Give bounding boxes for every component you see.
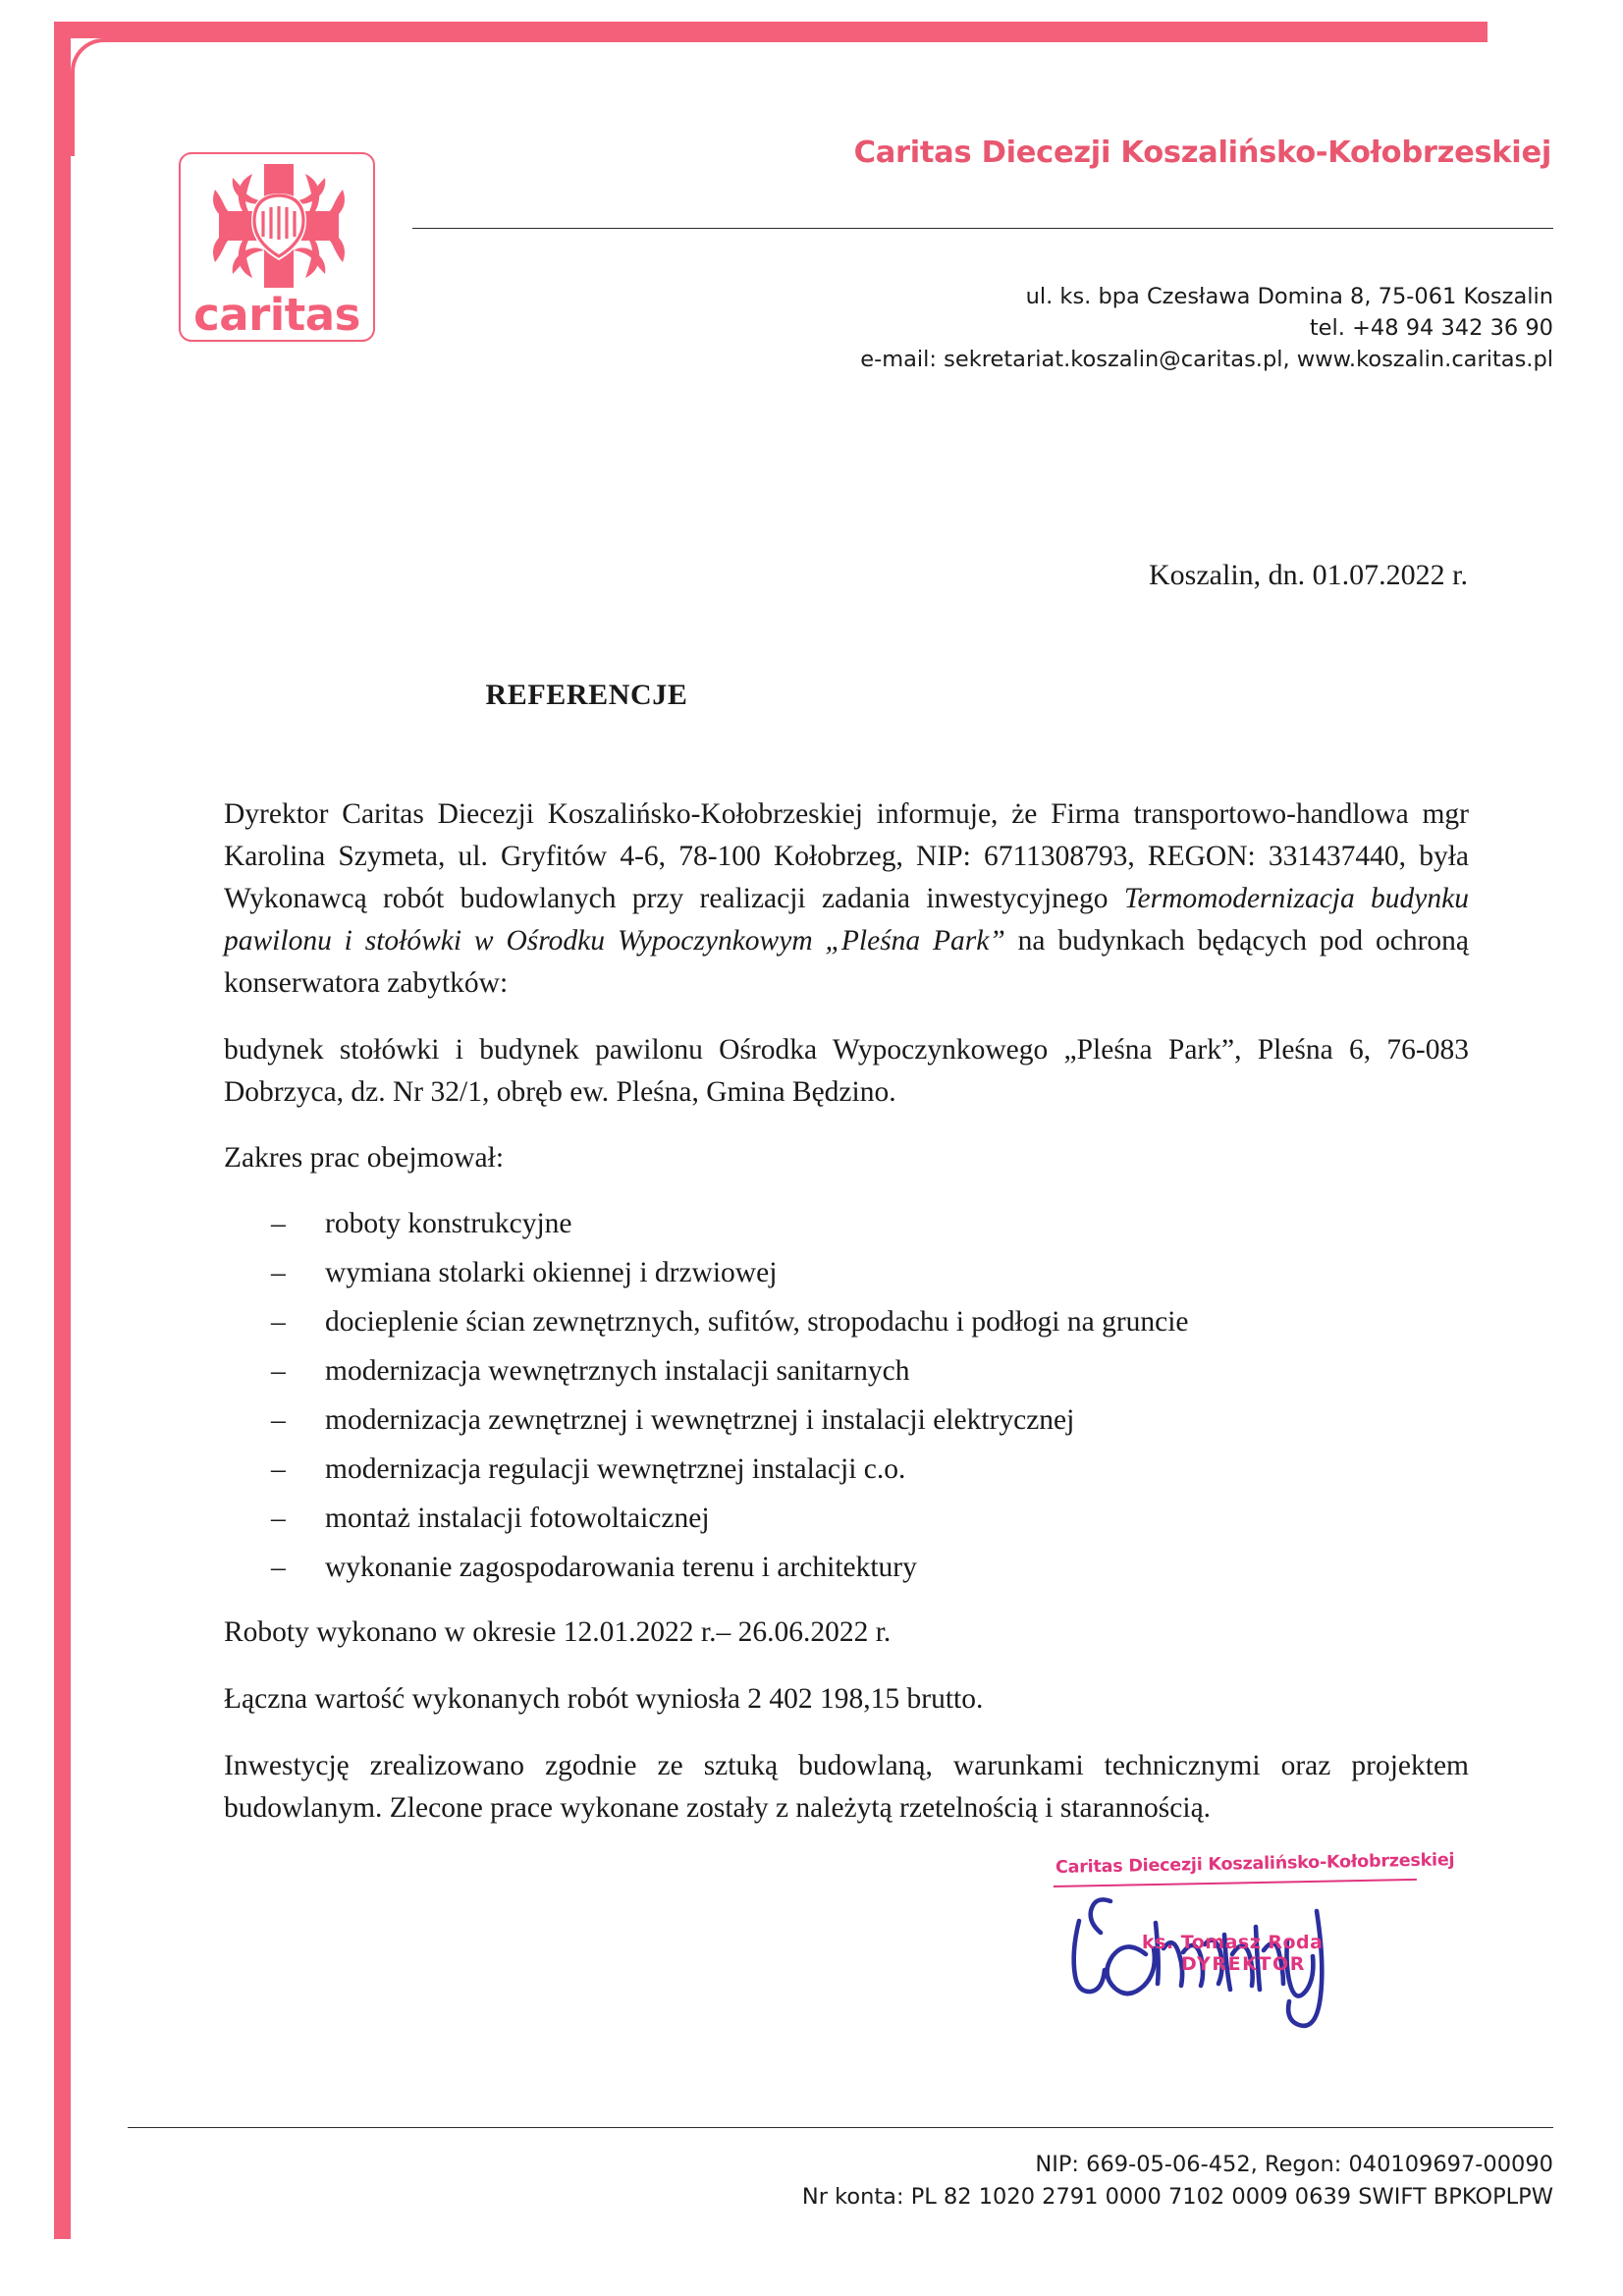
project-name-italic: Termomodernizacja budynku pawilonu i stołówki w Ośrodku Wypoczynkowym „Pleśna Park” [224, 882, 1469, 957]
stamp-director-role: DYREKTOR [1181, 1953, 1307, 1975]
list-dash: – [271, 1551, 286, 1583]
page-frame-left-bar [54, 22, 71, 2239]
contact-email-web: e-mail: sekretariat.koszalin@caritas.pl, www.koszalin.caritas.pl [860, 346, 1553, 372]
list-item-label: wykonanie zagospodarowania terenu i architektury [325, 1551, 917, 1583]
list-item [271, 1499, 1469, 1540]
intro-text-after: na budynkach będących pod ochroną konserwatora zabytków: [224, 924, 1469, 999]
list-dash: – [271, 1452, 286, 1485]
document-date: Koszalin, dn. 01.07.2022 r. [1149, 559, 1468, 591]
list-item-label: roboty konstrukcyjne [325, 1208, 572, 1240]
caritas-logo [179, 152, 375, 342]
list-dash: – [271, 1403, 286, 1436]
contact-phone: tel. +48 94 342 36 90 [1309, 314, 1553, 341]
list-item [271, 1204, 1469, 1245]
document-heading: REFERENCJE [485, 679, 688, 711]
scope-of-works-list [224, 1204, 1469, 1588]
footer-nip-regon: NIP: 669-05-06-452, Regon: 040109697-00090 [1035, 2152, 1553, 2177]
footer-block [550, 2149, 1553, 2213]
stamp-underline [1054, 1879, 1417, 1887]
list-dash: – [271, 1208, 286, 1240]
stamp-director-name: ks. Tomasz Roda [1142, 1932, 1324, 1953]
caritas-wordmark: caritas [193, 289, 360, 341]
list-dash: – [271, 1355, 286, 1387]
list-item [271, 1302, 1469, 1343]
intro-text-before: Dyrektor Caritas Diecezji Koszalińsko-Kołobrzeskiej informuje, że Firma transportowo-handlowa mgr Karolina Szymeta, ul. Gryfitów 4-6, 78-100 Kołobrzeg, NIP: 6711308793, REGON: 331437440, była Wykonawcą robót budowlanych przy realizacji zadania inwestycyjnego [224, 798, 1469, 914]
list-dash: – [271, 1306, 286, 1339]
list-item-label: montaż instalacji fotowoltaicznej [325, 1502, 710, 1534]
list-item-label: wymiana stolarki okiennej i drzwiowej [325, 1257, 778, 1289]
paragraph-scope-intro: Zakres prac obejmował: [224, 1142, 505, 1175]
list-item-label: modernizacja regulacji wewnętrznej instalacji c.o. [325, 1452, 906, 1485]
list-item [271, 1400, 1469, 1442]
list-item-label: modernizacja wewnętrznych instalacji sanitarnych [325, 1355, 910, 1387]
footer-divider [128, 2127, 1553, 2128]
paragraph-closing: Inwestycję zrealizowano zgodnie ze sztuką budowlaną, warunkami technicznymi oraz projektem budowlanym. Zlecone prace wykonane zostały z należytą rzetelnością i starannością. [224, 1750, 1469, 1825]
paragraph-intro [224, 793, 1469, 1005]
stamp-organization: Caritas Diecezji Koszalińsko-Kołobrzeskiej [1055, 1850, 1455, 1878]
list-item [271, 1351, 1469, 1393]
letterhead-divider [412, 228, 1553, 229]
footer-bank-account: Nr konta: PL 82 1020 2791 0000 7102 0009 0639 SWIFT BPKOPLPW [801, 2183, 1553, 2210]
list-item [271, 1449, 1469, 1491]
contact-address: ul. ks. bpa Czesława Domina 8, 75-061 Koszalin [1025, 284, 1553, 309]
document-body [224, 793, 1469, 1854]
paragraph-value: Łączna wartość wykonanych robót wyniosła 2 402 198,15 brutto. [224, 1683, 984, 1716]
list-dash: – [271, 1257, 286, 1289]
caritas-cross-icon [193, 160, 364, 292]
paragraph-location: budynek stołówki i budynek pawilonu Ośrodka Wypoczynkowego „Pleśna Park”, Pleśna 6, 76-083 Dobrzyca, dz. Nr 32/1, obręb ew. Pleśna, Gmina Będzino. [224, 1033, 1469, 1108]
signature-block [1036, 1844, 1455, 2041]
letterhead-title: Caritas Diecezji Koszalińsko-Kołobrzeskiej [853, 136, 1551, 170]
list-item [271, 1548, 1469, 1589]
paragraph-period: Roboty wykonano w okresie 12.01.2022 r.– 26.06.2022 r. [224, 1616, 892, 1649]
list-item-label: modernizacja zewnętrznej i wewnętrznej i instalacji elektrycznej [325, 1403, 1075, 1436]
letterhead-contact-block [550, 282, 1553, 376]
list-item-label: docieplenie ścian zewnętrznych, sufitów, stropodachu i podłogi na gruncie [325, 1306, 1189, 1339]
page-frame-top-bar [54, 22, 1488, 38]
list-dash: – [271, 1502, 286, 1534]
list-item [271, 1253, 1469, 1294]
